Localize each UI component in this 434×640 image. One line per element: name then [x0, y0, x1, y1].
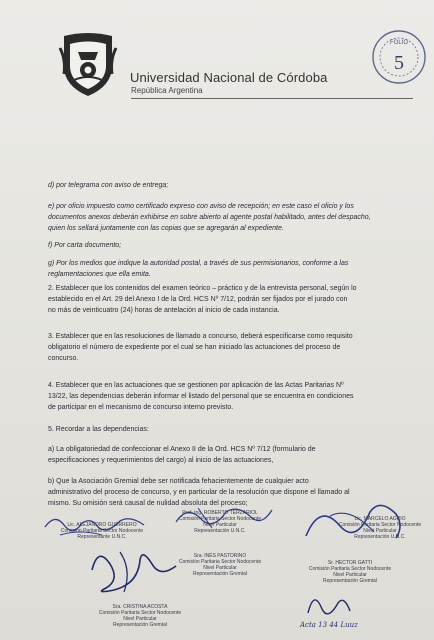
paragraph-3-line2: obligatorio el número de expediente por el cual se han iniciado las actuaciones del proceso de [48, 344, 341, 351]
paragraph-2-line2: establecido en el Art. 29 del Anexo I de la Ord. HCS Nº 7/12, podrán ser fijados por el jurado con [48, 296, 348, 303]
paragraph-4-line2: 13/22, las dependencias deberán informar el listado del personal que se encuentra en condiciones [48, 393, 354, 400]
folio-stamp [370, 28, 428, 86]
paragraph-5a-line1: a) La obligatoriedad de confeccionar el Anexo II de la Ord. HCS Nº 7/12 (formulario de [48, 446, 316, 453]
university-crest-icon [58, 30, 118, 98]
paragraph-4-line1: 4. Establecer que en las actuaciones que se gestionen por aplicación de las Actas Paritarias Nº [48, 382, 344, 389]
signature-guerrero: Lic. ALEJANDRO GUERRERO Comisión Paritaria Sector Nodocente Representante U.N.C. [60, 522, 144, 540]
signature-acosta: Sra. CRISTINA ACOSTA Comisión Paritaria Sector Nodocente Nivel Particular Representación Gremial [98, 604, 182, 628]
item-g-line1: g) Por los medios que indique la autoridad postal, a través de sus permisionarios, conforme a las [48, 260, 349, 267]
folio-label: FOLIO [389, 40, 409, 46]
paragraph-5b-line2: administrativo del proceso de concurso, y en particular de la resolución que dispone el llamado al [48, 489, 350, 496]
signature-agrio: Lic. MARCELO AGRIO Comisión Paritaria Sector Nodocente Nivel Particular Representación U.N.C. [338, 516, 422, 540]
folio-number: 5 [394, 52, 404, 74]
country-name: República Argentina [131, 86, 203, 95]
paragraph-2-line3: no más de veinticuatro (24) horas de antelación al inicio de cada instancia. [48, 307, 280, 314]
item-g-line2: reglamentaciones que ella emita. [48, 271, 151, 278]
paragraph-5b-line1: b) Que la Asociación Gremial debe ser notificada fehacientemente de cualquier acto [48, 478, 309, 485]
paragraph-2-line1: 2. Establecer que los contenidos del examen teórico – práctico y de la entrevista personal, según lo [48, 285, 357, 292]
signature-terzariol: Prof. Ing. ROBERTO TERZARIOL Comisión Paritaria Sector Nodocente Nivel Particular Representación U.N.C. [178, 510, 262, 534]
paragraph-4-line3: de participar en el mecanismo de concurso interno previsto. [48, 404, 234, 411]
item-f: f) Por carta documento; [48, 242, 122, 249]
paragraph-5: 5. Recordar a las dependencias: [48, 426, 149, 433]
paragraph-3-line1: 3. Establecer que en las resoluciones de llamado a concurso, deberá especificarse como requisito [48, 333, 353, 340]
paragraph-5b-line3: mismo. Su omisión será causal de nulidad absoluta del proceso; [48, 500, 248, 507]
paragraph-5a-line2: especificaciones y requerimientos del cargo) al inicio de las actuaciones, [48, 457, 274, 464]
item-e-line1: e) por oficio impuesto como certificado expreso con aviso de recepción; en este caso el oficio y los [48, 203, 354, 210]
handwritten-note: Acta 13 44 Luuz [300, 621, 358, 629]
signature-gatti: Sr. HECTOR GATTI Comisión Paritaria Sector Nodocente Nivel Particular Representación Gremial [308, 560, 392, 584]
item-e-line2: documentos anexos deberán exhibirse en sobre abierto al agente postal habilitado, antes del despacho, [48, 214, 371, 221]
signature-pastorino: Sra. INÉS PASTORINO Comisión Paritaria Sector Nodocente Nivel Particular Representación Gremial [178, 553, 262, 577]
item-d: d) por telegrama con aviso de entrega; [48, 182, 169, 189]
signature-scribble-gatti [300, 585, 420, 625]
institution-name: Universidad Nacional de Córdoba [130, 70, 328, 85]
paragraph-3-line3: concurso. [48, 355, 79, 362]
header-rule [131, 98, 413, 99]
item-e-line3: quien los sellará juntamente con las copias que se agregarán al expediente. [48, 225, 284, 232]
